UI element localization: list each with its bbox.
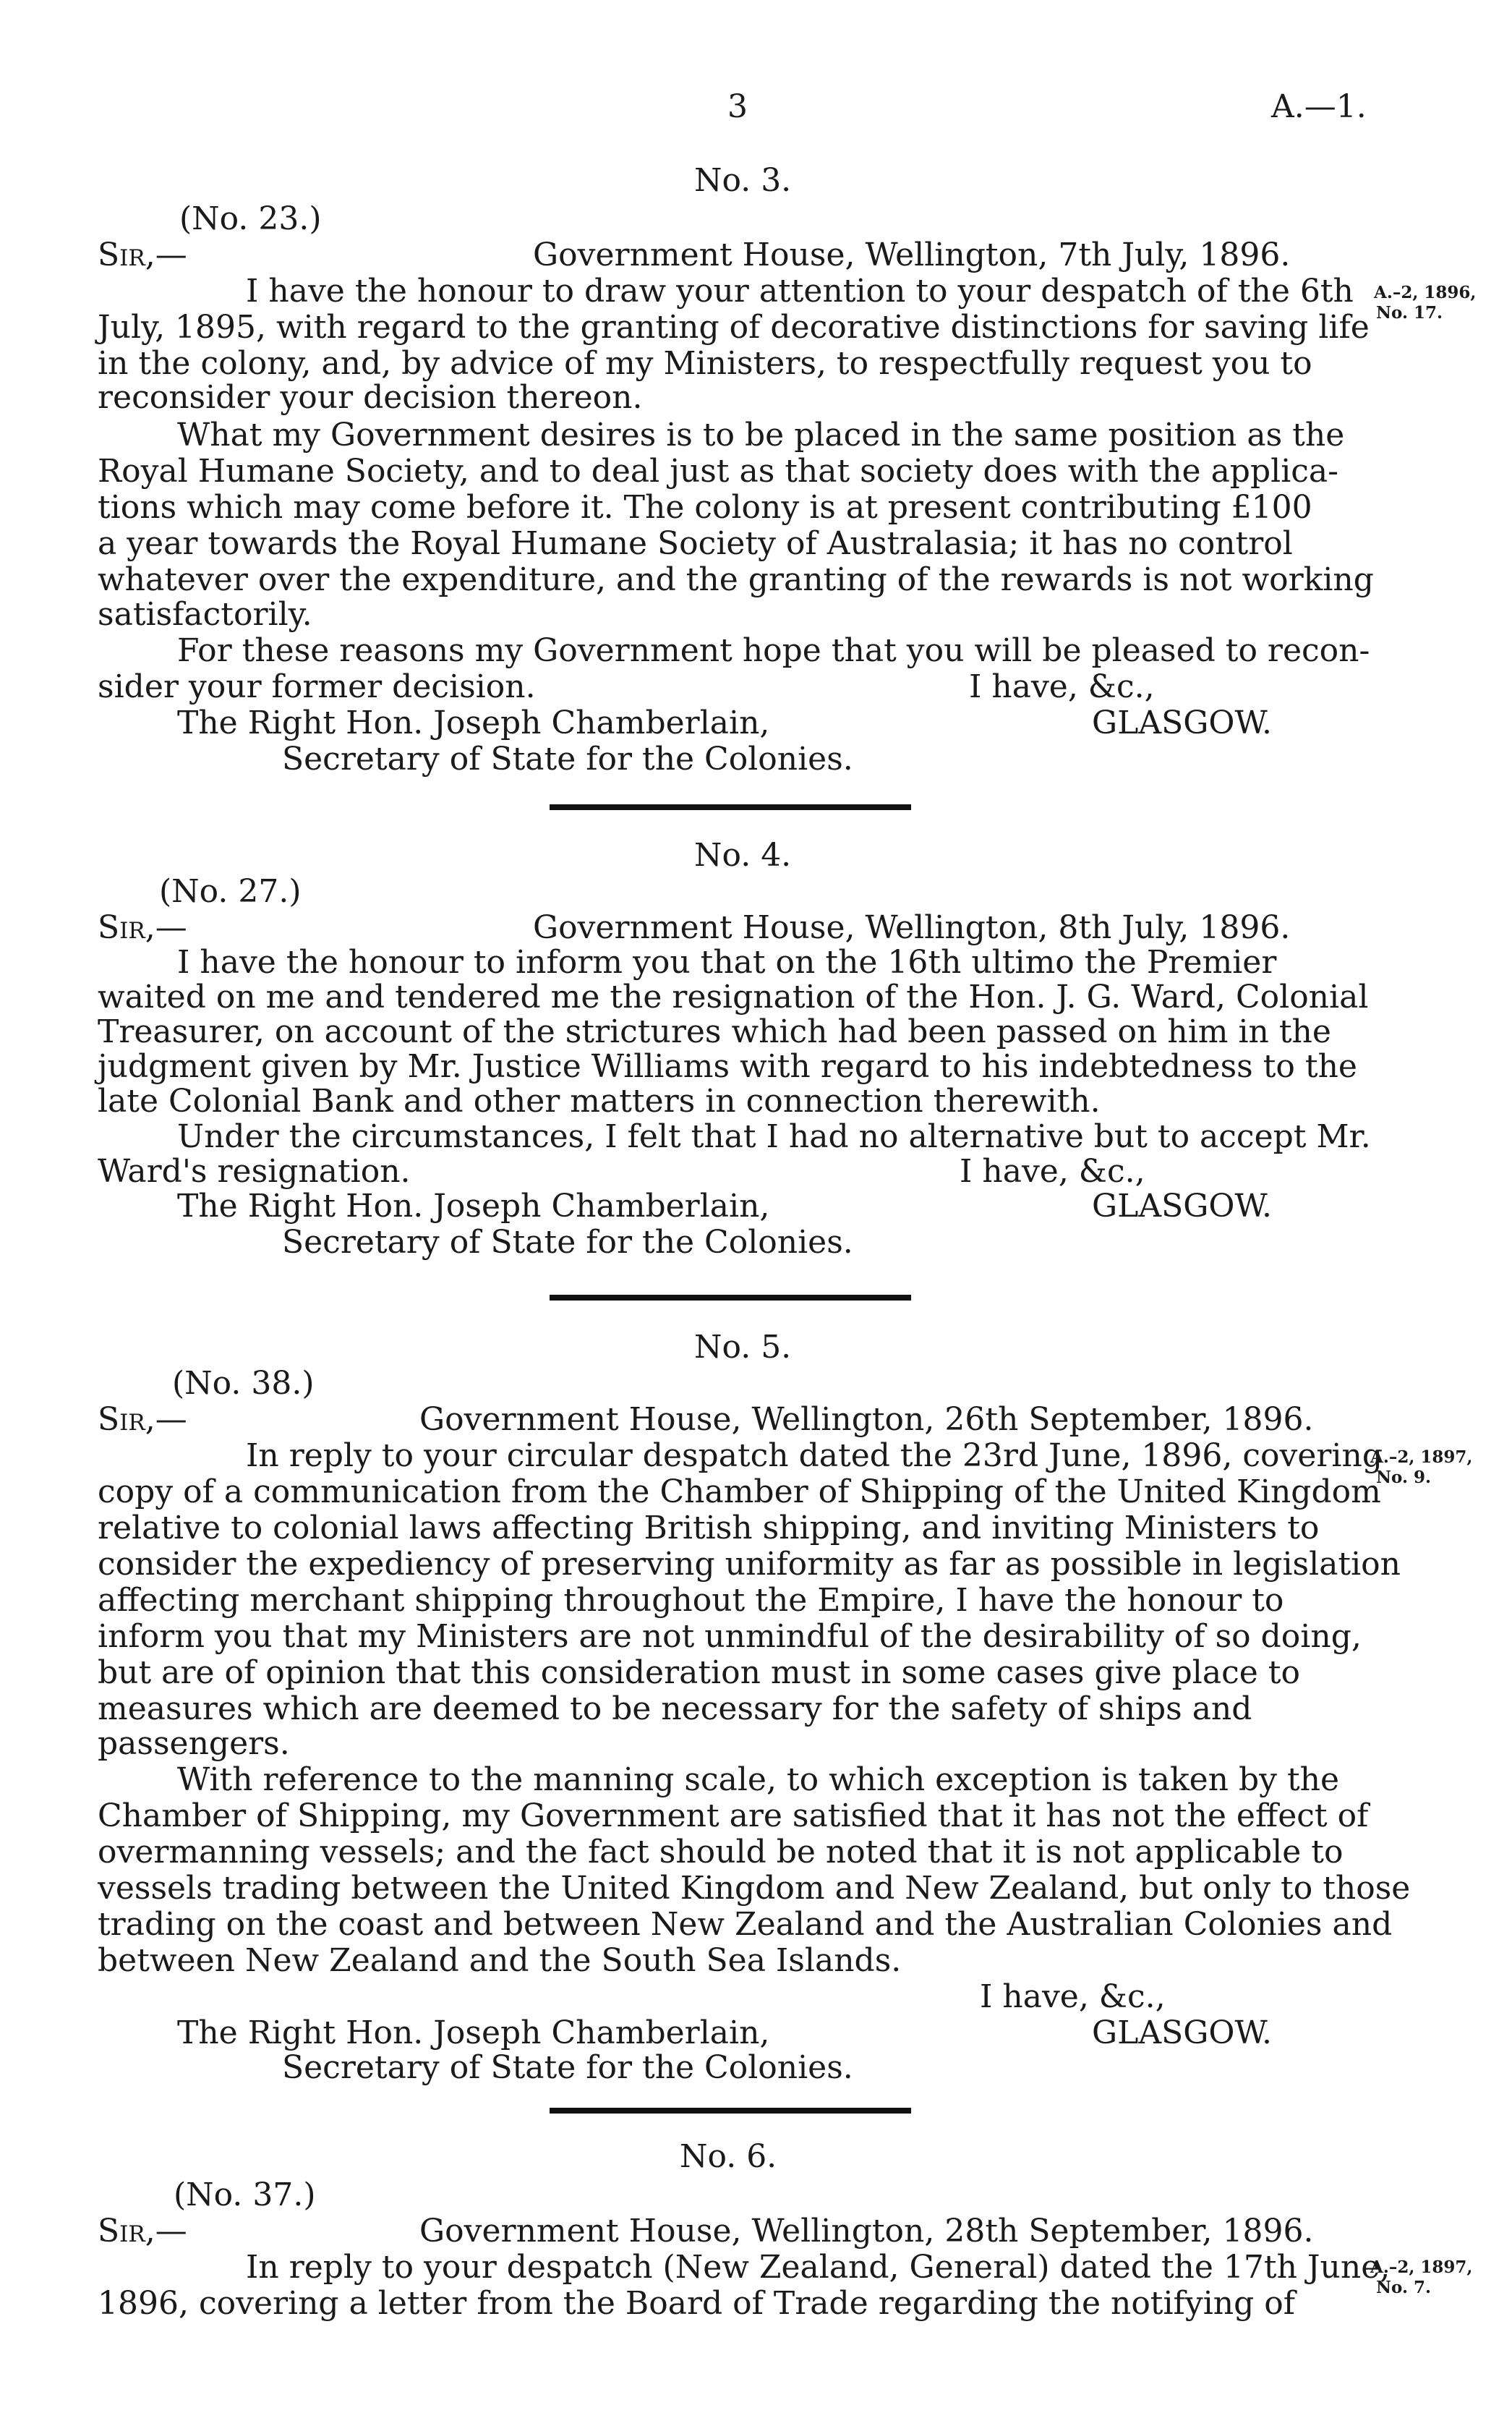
body-line: For these reasons my Government hope that you will be pleased to recon- bbox=[177, 632, 1370, 669]
place-date: Government House, Wellington, 7th July, 1896. bbox=[533, 237, 1291, 273]
body-line: inform you that my Ministers are not unmindful of the desirability of so doing, bbox=[98, 1618, 1362, 1655]
body-line: Royal Humane Society, and to deal just as that society does with the applica- bbox=[98, 453, 1339, 490]
addressee: The Right Hon. Joseph Chamberlain, bbox=[177, 2014, 770, 2051]
body-line: waited on me and tendered me the resignation of the Hon. J. G. Ward, Colonial bbox=[98, 979, 1369, 1016]
salutation: Sir,— bbox=[98, 237, 187, 273]
letter-heading: No. 5. bbox=[694, 1329, 792, 1366]
margin-note: A.–2, 1896, bbox=[1374, 283, 1477, 302]
body-line: sider your former decision. bbox=[98, 668, 536, 705]
body-line: judgment given by Mr. Justice Williams with regard to his indebtedness to the bbox=[98, 1048, 1357, 1085]
paper-id: A.—1. bbox=[1271, 88, 1367, 125]
body-line: 1896, covering a letter from the Board of Trade regarding the notifying of bbox=[98, 2285, 1296, 2322]
letter-ref: (No. 38.) bbox=[172, 1365, 315, 1402]
body-line: a year towards the Royal Humane Society of Australasia; it has no control bbox=[98, 525, 1293, 562]
body-line: whatever over the expenditure, and the granting of the rewards is not working bbox=[98, 561, 1374, 598]
margin-note: A.–2, 1897, bbox=[1370, 2257, 1473, 2277]
addressee-title: Secretary of State for the Colonies. bbox=[282, 1224, 853, 1261]
body-line: overmanning vessels; and the fact should be noted that it is not applicable to bbox=[98, 1834, 1344, 1870]
body-line: affecting merchant shipping throughout the Empire, I have the honour to bbox=[98, 1582, 1284, 1619]
place-date: Government House, Wellington, 28th September, 1896. bbox=[419, 2213, 1314, 2250]
body-line: between New Zealand and the South Sea Islands. bbox=[98, 1942, 902, 1979]
body-line: but are of opinion that this consideration must in some cases give place to bbox=[98, 1654, 1300, 1691]
place-date: Government House, Wellington, 26th September, 1896. bbox=[419, 1401, 1314, 1438]
body-line: trading on the coast and between New Zealand and the Australian Colonies and bbox=[98, 1906, 1393, 1943]
place-date: Government House, Wellington, 8th July, 1896. bbox=[533, 909, 1291, 946]
section-divider bbox=[550, 2108, 911, 2114]
body-line: measures which are deemed to be necessary for the safety of ships and bbox=[98, 1690, 1252, 1727]
body-line: July, 1895, with regard to the granting of decorative distinctions for saving life bbox=[98, 309, 1370, 346]
signature: GLASGOW. bbox=[1092, 2014, 1273, 2051]
letter-heading: No. 4. bbox=[694, 837, 792, 874]
salutation: Sir,— bbox=[98, 909, 187, 946]
salutation: Sir,— bbox=[98, 2213, 187, 2250]
letter-ref: (No. 23.) bbox=[179, 200, 322, 237]
section-divider bbox=[550, 804, 911, 810]
closing: I have, &c., bbox=[980, 1978, 1166, 2015]
signature: GLASGOW. bbox=[1092, 705, 1273, 741]
body-line: Ward's resignation. bbox=[98, 1153, 411, 1190]
body-line: In reply to your circular despatch dated the 23rd June, 1896, covering bbox=[246, 1437, 1383, 1474]
body-line: copy of a communication from the Chamber of Shipping of the United Kingdom bbox=[98, 1473, 1381, 1510]
letter-ref: (No. 27.) bbox=[159, 873, 302, 910]
letter-heading: No. 6. bbox=[680, 2138, 777, 2175]
margin-note: No. 9. bbox=[1376, 1468, 1431, 1487]
body-line: consider the expediency of preserving uniformity as far as possible in legislation bbox=[98, 1546, 1401, 1583]
body-line: reconsider your decision thereon. bbox=[98, 379, 643, 416]
body-line: in the colony, and, by advice of my Ministers, to respectfully request you to bbox=[98, 345, 1312, 382]
body-line: I have the honour to inform you that on the 16th ultimo the Premier bbox=[177, 944, 1277, 981]
letter-ref: (No. 37.) bbox=[174, 2176, 316, 2213]
body-line: tions which may come before it. The colony is at present contributing £100 bbox=[98, 489, 1312, 526]
body-line: late Colonial Bank and other matters in connection therewith. bbox=[98, 1083, 1101, 1120]
closing: I have, &c., bbox=[969, 668, 1155, 705]
body-line: Treasurer, on account of the strictures which had been passed on him in the bbox=[98, 1013, 1331, 1050]
body-line: With reference to the manning scale, to which exception is taken by the bbox=[177, 1761, 1340, 1798]
body-line: passengers. bbox=[98, 1725, 290, 1762]
body-line: In reply to your despatch (New Zealand, General) dated the 17th June, bbox=[246, 2249, 1391, 2286]
body-line: relative to colonial laws affecting British shipping, and inviting Ministers to bbox=[98, 1510, 1320, 1546]
margin-note: No. 17. bbox=[1376, 303, 1443, 323]
salutation: Sir,— bbox=[98, 1401, 187, 1438]
addressee-title: Secretary of State for the Colonies. bbox=[282, 741, 853, 778]
body-line: What my Government desires is to be placed in the same position as the bbox=[177, 417, 1345, 454]
section-divider bbox=[550, 1295, 911, 1301]
margin-note: A.–2, 1897, bbox=[1370, 1447, 1473, 1467]
addressee-title: Secretary of State for the Colonies. bbox=[282, 2049, 853, 2086]
addressee: The Right Hon. Joseph Chamberlain, bbox=[177, 705, 770, 741]
body-line: vessels trading between the United Kingdom and New Zealand, but only to those bbox=[98, 1870, 1411, 1907]
body-line: Chamber of Shipping, my Government are satisfied that it has not the effect of bbox=[98, 1797, 1369, 1834]
signature: GLASGOW. bbox=[1092, 1188, 1273, 1225]
letter-heading: No. 3. bbox=[694, 162, 792, 199]
page-number: 3 bbox=[727, 88, 748, 125]
body-line: satisfactorily. bbox=[98, 596, 312, 633]
closing: I have, &c., bbox=[960, 1153, 1145, 1190]
margin-note: No. 7. bbox=[1376, 2278, 1431, 2297]
addressee: The Right Hon. Joseph Chamberlain, bbox=[177, 1188, 770, 1225]
body-line: Under the circumstances, I felt that I had no alternative but to accept Mr. bbox=[177, 1118, 1371, 1155]
body-line: I have the honour to draw your attention to your despatch of the 6th bbox=[246, 273, 1354, 310]
